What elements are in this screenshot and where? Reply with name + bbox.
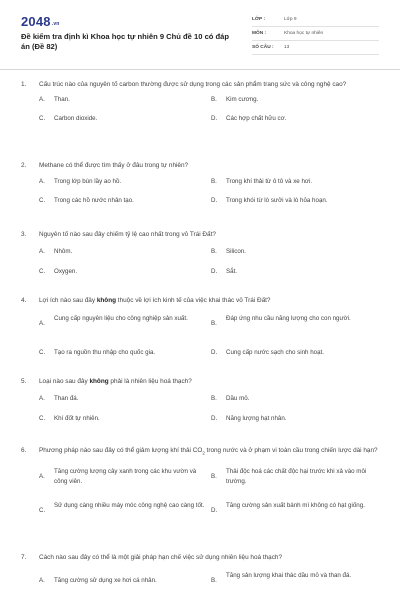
option-b[interactable]: B. Tăng sản lượng khai thác dầu mỏ và than đá. xyxy=(211,572,352,584)
question-stem: 6. Phương pháp nào sau đây có thể giảm lượng khí thải $CO_2$ trong nước và ở phạm vi toàn cầu trong chiến lược dài hạn? xyxy=(21,447,378,456)
option-c[interactable]: C. Tạo ra nguồn thu nhập cho quốc gia. xyxy=(39,349,156,356)
option-d[interactable]: D. Cung cấp nước sạch cho sinh hoạt. xyxy=(211,349,324,356)
option-d[interactable]: D. Trong khói từ lò sưởi và lò hỏa hoạn. xyxy=(211,197,328,204)
option-b[interactable]: B. Dầu mỏ. xyxy=(211,395,250,402)
question-stem: 4. Lợi ích nào sau đây không thuộc về lợi ích kinh tế của việc khai thác vỏ Trái Đất? xyxy=(21,297,271,304)
question-stem: 1. Cấu trúc nào của nguyên tố carbon thường được sử dụng trong các sản phẩm trang sức và công nghệ cao? xyxy=(21,81,347,88)
option-b[interactable]: B. Trong khí thải từ ô tô và xe hơi. xyxy=(211,178,313,185)
question-1 xyxy=(21,80,381,125)
question-7 xyxy=(21,553,381,584)
option-a[interactable]: A. Nhôm. xyxy=(39,248,73,255)
question-2 xyxy=(21,161,381,204)
option-c[interactable]: C. Carbon dioxide. xyxy=(39,115,98,122)
meta-class: LỚP : Lớp 9 xyxy=(252,13,379,27)
question-5 xyxy=(21,377,381,422)
option-d[interactable]: D. Sắt. xyxy=(211,268,238,275)
question-3 xyxy=(21,230,381,275)
negation-keyword: không xyxy=(89,378,109,385)
option-c[interactable]: C. Trong các hồ nước nhân tạo. xyxy=(39,197,134,204)
option-a[interactable]: A. Than. xyxy=(39,96,70,103)
question-stem: 5. Loại nào sau đây không phải là nhiên liệu hoá thạch? xyxy=(21,378,192,385)
option-a[interactable]: A. Cung cấp nguyên liệu cho công nghiệp sản xuất. xyxy=(39,315,188,327)
option-a[interactable]: A. Trong lớp bùn lầy ao hồ. xyxy=(39,178,122,185)
option-d[interactable]: D. Các hợp chất hữu cơ. xyxy=(211,115,287,122)
option-d[interactable]: D. Tăng cường sản xuất bánh mì không có hạt giống. xyxy=(211,502,365,515)
question-stem: 2. Methane có thể được tìm thấy ở đâu trong tự nhiên? xyxy=(21,162,189,169)
option-c[interactable]: C. Khí đốt tự nhiên. xyxy=(39,415,100,422)
question-stem: 7. Cách nào sau đây có thể là một giải pháp hạn chế việc sử dụng nhiên liệu hoá thạch? xyxy=(21,554,283,561)
exam-meta xyxy=(252,13,379,55)
meta-question-count: SỐ CÂU : 13 xyxy=(252,41,379,55)
option-d[interactable]: D. Năng lượng hạt nhân. xyxy=(211,415,287,422)
option-a[interactable]: A. Tăng cường lượng cây xanh trong các khu vườn và công viên. xyxy=(39,468,197,485)
meta-subject: MÔN : Khoa học tự nhiên xyxy=(252,27,379,41)
option-c[interactable]: C. Oxygen. xyxy=(39,268,78,275)
option-b[interactable]: B. Đáp ứng nhu cầu năng lượng cho con người. xyxy=(211,315,351,327)
page-header xyxy=(0,0,400,70)
question-stem: 3. Nguyên tố nào sau đây chiếm tỷ lệ cao nhất trong vỏ Trái Đất? xyxy=(21,231,216,238)
option-a[interactable]: A. Than đá. xyxy=(39,395,79,402)
option-b[interactable]: B. Thải độc hoá các chất độc hại trước khi xả vào môi trường. xyxy=(211,468,367,485)
exam-title: Đề kiểm tra định kì Khoa học tự nhiên 9 Chủ đề 10 có đáp án (Đề 82) xyxy=(21,32,230,51)
site-logo[interactable]: 2048.vn xyxy=(21,14,60,29)
question-6 xyxy=(21,446,381,515)
option-c[interactable]: C. Sử dụng càng nhiều máy móc công nghệ cao càng tốt. xyxy=(39,502,205,515)
option-a[interactable]: A. Tăng cường sử dụng xe hơi cá nhân. xyxy=(39,577,157,584)
option-b[interactable]: B. Kim cương. xyxy=(211,96,259,103)
question-4 xyxy=(21,296,381,356)
negation-keyword: không xyxy=(96,297,117,304)
option-b[interactable]: B. Silicon. xyxy=(211,248,246,255)
